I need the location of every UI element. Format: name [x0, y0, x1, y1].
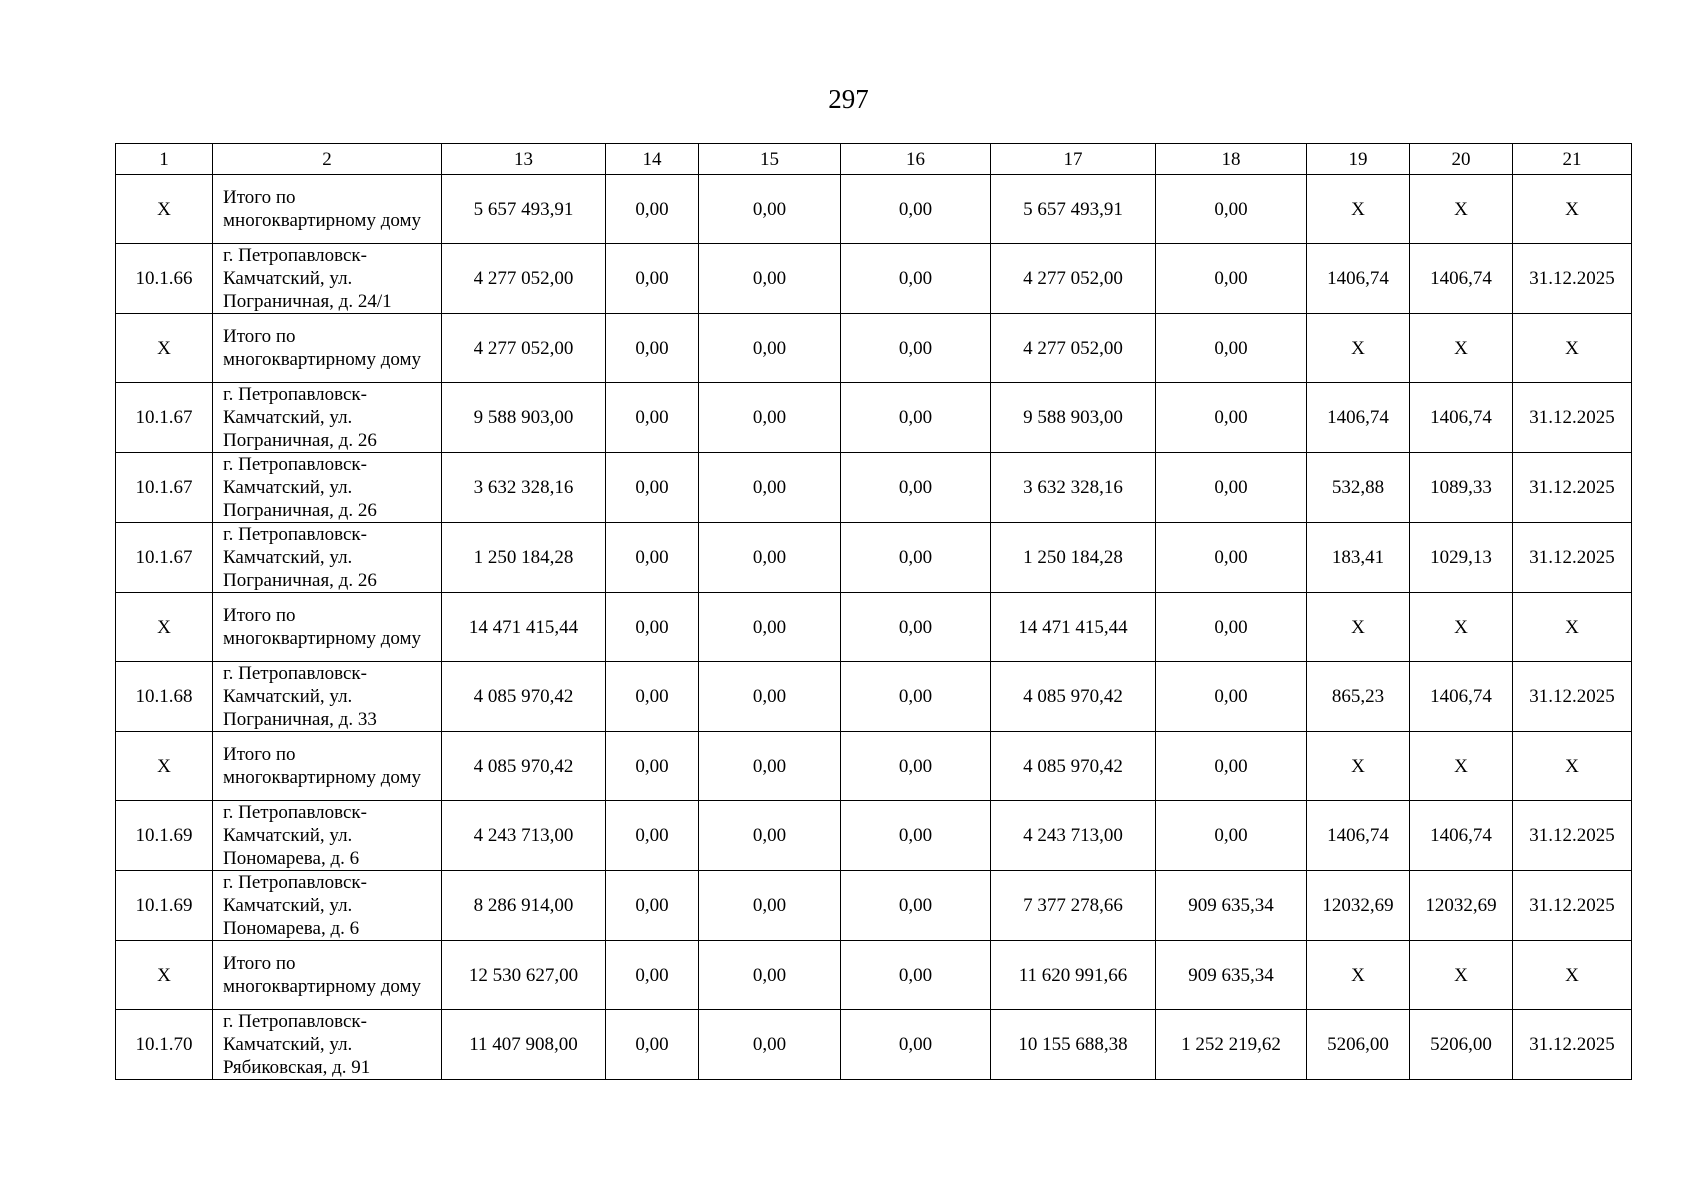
col21-cell: X: [1513, 732, 1632, 801]
col18-cell: 0,00: [1156, 732, 1307, 801]
col18-cell: 0,00: [1156, 662, 1307, 732]
address-cell: г. Петропавловск-Камчатский, ул. Пономарева, д. 6: [213, 801, 442, 871]
col17-cell: 4 085 970,42: [991, 732, 1156, 801]
col20-cell: 1406,74: [1410, 662, 1513, 732]
address-cell: г. Петропавловск-Камчатский, ул. Пограничная, д. 26: [213, 383, 442, 453]
column-header: 18: [1156, 144, 1307, 175]
col19-cell: 1406,74: [1307, 801, 1410, 871]
address-cell: г. Петропавловск-Камчатский, ул. Пограничная, д. 33: [213, 662, 442, 732]
col16-cell: 0,00: [841, 593, 991, 662]
col16-cell: 0,00: [841, 244, 991, 314]
row-number-cell: 10.1.66: [116, 244, 213, 314]
col15-cell: 0,00: [699, 801, 841, 871]
col20-cell: 1029,13: [1410, 523, 1513, 593]
col13-cell: 4 243 713,00: [442, 801, 606, 871]
column-header: 2: [213, 144, 442, 175]
row-number-cell: X: [116, 314, 213, 383]
address-cell: Итого по многоквартирному дому: [213, 314, 442, 383]
col18-cell: 0,00: [1156, 523, 1307, 593]
col14-cell: 0,00: [606, 175, 699, 244]
column-header: 21: [1513, 144, 1632, 175]
col21-cell: 31.12.2025: [1513, 662, 1632, 732]
row-number-cell: 10.1.69: [116, 801, 213, 871]
col13-cell: 4 085 970,42: [442, 732, 606, 801]
col17-cell: 11 620 991,66: [991, 941, 1156, 1010]
row-number-cell: X: [116, 732, 213, 801]
col21-cell: X: [1513, 593, 1632, 662]
col15-cell: 0,00: [699, 314, 841, 383]
col21-cell: 31.12.2025: [1513, 244, 1632, 314]
col17-cell: 14 471 415,44: [991, 593, 1156, 662]
col21-cell: 31.12.2025: [1513, 871, 1632, 941]
col19-cell: X: [1307, 175, 1410, 244]
col20-cell: X: [1410, 175, 1513, 244]
col20-cell: X: [1410, 941, 1513, 1010]
col16-cell: 0,00: [841, 523, 991, 593]
col13-cell: 9 588 903,00: [442, 383, 606, 453]
row-number-cell: 10.1.67: [116, 383, 213, 453]
col14-cell: 0,00: [606, 801, 699, 871]
col14-cell: 0,00: [606, 453, 699, 523]
col13-cell: 11 407 908,00: [442, 1010, 606, 1080]
page-number: 297: [828, 84, 869, 114]
col20-cell: X: [1410, 732, 1513, 801]
col13-cell: 14 471 415,44: [442, 593, 606, 662]
col16-cell: 0,00: [841, 662, 991, 732]
column-header: 13: [442, 144, 606, 175]
address-cell: г. Петропавловск-Камчатский, ул. Пограничная, д. 26: [213, 453, 442, 523]
row-number-cell: X: [116, 941, 213, 1010]
col21-cell: 31.12.2025: [1513, 801, 1632, 871]
col20-cell: 1406,74: [1410, 801, 1513, 871]
table-row: [116, 1010, 1632, 1080]
col20-cell: 12032,69: [1410, 871, 1513, 941]
col16-cell: 0,00: [841, 314, 991, 383]
col19-cell: 1406,74: [1307, 383, 1410, 453]
col19-cell: 5206,00: [1307, 1010, 1410, 1080]
col19-cell: 532,88: [1307, 453, 1410, 523]
table-row: [116, 244, 1632, 314]
address-cell: Итого по многоквартирному дому: [213, 941, 442, 1010]
address-cell: г. Петропавловск-Камчатский, ул. Пограничная, д. 24/1: [213, 244, 442, 314]
col21-cell: X: [1513, 175, 1632, 244]
table-body: [116, 175, 1632, 1080]
address-cell: Итого по многоквартирному дому: [213, 732, 442, 801]
col17-cell: 10 155 688,38: [991, 1010, 1156, 1080]
col15-cell: 0,00: [699, 1010, 841, 1080]
col14-cell: 0,00: [606, 383, 699, 453]
column-header: 14: [606, 144, 699, 175]
row-number-cell: 10.1.68: [116, 662, 213, 732]
table-row: [116, 732, 1632, 801]
column-header: 20: [1410, 144, 1513, 175]
header-row: [116, 144, 1632, 175]
column-header: 19: [1307, 144, 1410, 175]
col17-cell: 5 657 493,91: [991, 175, 1156, 244]
col13-cell: 12 530 627,00: [442, 941, 606, 1010]
row-number-cell: X: [116, 175, 213, 244]
col18-cell: 909 635,34: [1156, 941, 1307, 1010]
row-number-cell: 10.1.70: [116, 1010, 213, 1080]
col19-cell: 12032,69: [1307, 871, 1410, 941]
table-row: [116, 593, 1632, 662]
table-row: [116, 801, 1632, 871]
col13-cell: 8 286 914,00: [442, 871, 606, 941]
col15-cell: 0,00: [699, 593, 841, 662]
col16-cell: 0,00: [841, 453, 991, 523]
column-header: 1: [116, 144, 213, 175]
col18-cell: 0,00: [1156, 801, 1307, 871]
col18-cell: 0,00: [1156, 314, 1307, 383]
col20-cell: 1406,74: [1410, 383, 1513, 453]
col16-cell: 0,00: [841, 1010, 991, 1080]
col16-cell: 0,00: [841, 732, 991, 801]
table-row: [116, 662, 1632, 732]
table-row: [116, 314, 1632, 383]
col18-cell: 0,00: [1156, 244, 1307, 314]
address-cell: г. Петропавловск-Камчатский, ул. Пономарева, д. 6: [213, 871, 442, 941]
col19-cell: 183,41: [1307, 523, 1410, 593]
col19-cell: X: [1307, 314, 1410, 383]
col14-cell: 0,00: [606, 244, 699, 314]
column-header: 16: [841, 144, 991, 175]
col17-cell: 4 085 970,42: [991, 662, 1156, 732]
col17-cell: 1 250 184,28: [991, 523, 1156, 593]
col15-cell: 0,00: [699, 941, 841, 1010]
col19-cell: 865,23: [1307, 662, 1410, 732]
col15-cell: 0,00: [699, 175, 841, 244]
col18-cell: 0,00: [1156, 453, 1307, 523]
col13-cell: 4 277 052,00: [442, 244, 606, 314]
table-row: [116, 175, 1632, 244]
col21-cell: 31.12.2025: [1513, 1010, 1632, 1080]
col21-cell: 31.12.2025: [1513, 523, 1632, 593]
col16-cell: 0,00: [841, 175, 991, 244]
col18-cell: 0,00: [1156, 175, 1307, 244]
column-header: 15: [699, 144, 841, 175]
row-number-cell: 10.1.67: [116, 453, 213, 523]
col14-cell: 0,00: [606, 662, 699, 732]
col14-cell: 0,00: [606, 314, 699, 383]
col14-cell: 0,00: [606, 523, 699, 593]
address-cell: Итого по многоквартирному дому: [213, 593, 442, 662]
col20-cell: 5206,00: [1410, 1010, 1513, 1080]
col21-cell: X: [1513, 314, 1632, 383]
column-header: 17: [991, 144, 1156, 175]
col14-cell: 0,00: [606, 1010, 699, 1080]
col19-cell: X: [1307, 941, 1410, 1010]
table-row: [116, 523, 1632, 593]
col19-cell: 1406,74: [1307, 244, 1410, 314]
col17-cell: 9 588 903,00: [991, 383, 1156, 453]
address-cell: г. Петропавловск-Камчатский, ул. Пограничная, д. 26: [213, 523, 442, 593]
col21-cell: X: [1513, 941, 1632, 1010]
col18-cell: 0,00: [1156, 593, 1307, 662]
col15-cell: 0,00: [699, 453, 841, 523]
col16-cell: 0,00: [841, 383, 991, 453]
col14-cell: 0,00: [606, 941, 699, 1010]
col18-cell: 1 252 219,62: [1156, 1010, 1307, 1080]
col17-cell: 4 277 052,00: [991, 314, 1156, 383]
col16-cell: 0,00: [841, 871, 991, 941]
col20-cell: 1089,33: [1410, 453, 1513, 523]
col15-cell: 0,00: [699, 732, 841, 801]
col13-cell: 1 250 184,28: [442, 523, 606, 593]
col13-cell: 3 632 328,16: [442, 453, 606, 523]
col13-cell: 4 085 970,42: [442, 662, 606, 732]
col14-cell: 0,00: [606, 732, 699, 801]
col14-cell: 0,00: [606, 871, 699, 941]
col14-cell: 0,00: [606, 593, 699, 662]
table-row: [116, 453, 1632, 523]
col19-cell: X: [1307, 593, 1410, 662]
col20-cell: 1406,74: [1410, 244, 1513, 314]
col17-cell: 4 277 052,00: [991, 244, 1156, 314]
row-number-cell: 10.1.67: [116, 523, 213, 593]
col17-cell: 3 632 328,16: [991, 453, 1156, 523]
col15-cell: 0,00: [699, 662, 841, 732]
col13-cell: 5 657 493,91: [442, 175, 606, 244]
col16-cell: 0,00: [841, 941, 991, 1010]
col15-cell: 0,00: [699, 383, 841, 453]
col18-cell: 909 635,34: [1156, 871, 1307, 941]
col18-cell: 0,00: [1156, 383, 1307, 453]
col21-cell: 31.12.2025: [1513, 453, 1632, 523]
col19-cell: X: [1307, 732, 1410, 801]
table-row: [116, 871, 1632, 941]
col17-cell: 7 377 278,66: [991, 871, 1156, 941]
col20-cell: X: [1410, 314, 1513, 383]
table-row: [116, 941, 1632, 1010]
col17-cell: 4 243 713,00: [991, 801, 1156, 871]
col13-cell: 4 277 052,00: [442, 314, 606, 383]
address-cell: г. Петропавловск-Камчатский, ул. Рябиковская, д. 91: [213, 1010, 442, 1080]
row-number-cell: 10.1.69: [116, 871, 213, 941]
col15-cell: 0,00: [699, 871, 841, 941]
col15-cell: 0,00: [699, 244, 841, 314]
col15-cell: 0,00: [699, 523, 841, 593]
row-number-cell: X: [116, 593, 213, 662]
col21-cell: 31.12.2025: [1513, 383, 1632, 453]
col16-cell: 0,00: [841, 801, 991, 871]
data-table: [115, 143, 1632, 1080]
col20-cell: X: [1410, 593, 1513, 662]
table-row: [116, 383, 1632, 453]
address-cell: Итого по многоквартирному дому: [213, 175, 442, 244]
